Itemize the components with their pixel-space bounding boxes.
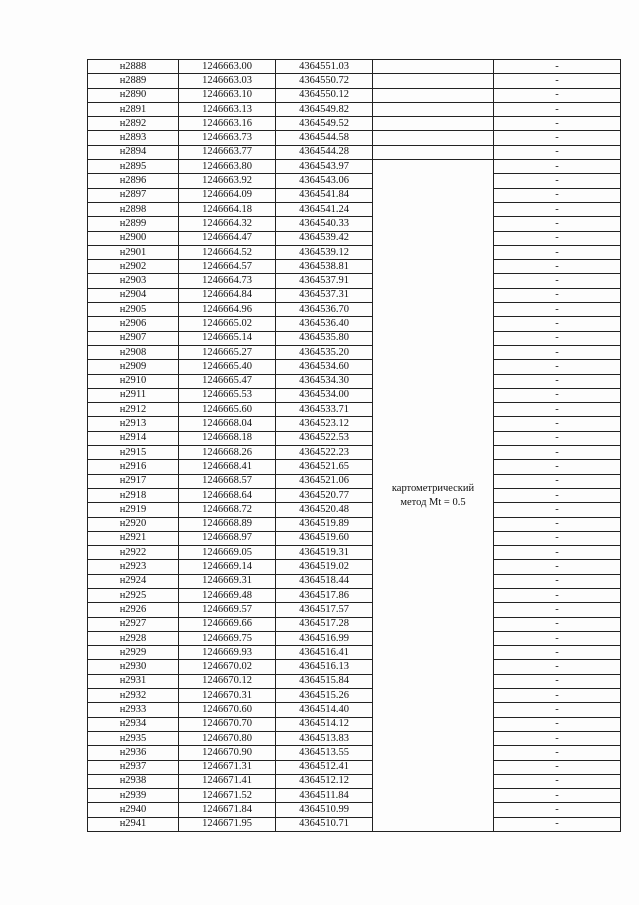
- x-coordinate-cell: 1246669.05: [179, 546, 276, 560]
- note-cell: -: [494, 689, 621, 703]
- table-row: [88, 431, 621, 445]
- x-coordinate-cell: 1246670.70: [179, 717, 276, 731]
- y-coordinate-cell: 4364549.82: [276, 102, 373, 116]
- x-coordinate-cell: 1246671.95: [179, 817, 276, 831]
- table-row: [88, 474, 621, 488]
- note-cell: -: [494, 74, 621, 88]
- note-cell: -: [494, 288, 621, 302]
- point-id-cell: н2909: [88, 360, 179, 374]
- y-coordinate-cell: 4364519.02: [276, 560, 373, 574]
- coordinates-table-body: [88, 60, 621, 832]
- table-row: [88, 503, 621, 517]
- method-cell-empty: [373, 117, 494, 131]
- note-cell: -: [494, 217, 621, 231]
- y-coordinate-cell: 4364534.30: [276, 374, 373, 388]
- y-coordinate-cell: 4364543.97: [276, 160, 373, 174]
- point-id-cell: н2912: [88, 403, 179, 417]
- x-coordinate-cell: 1246663.16: [179, 117, 276, 131]
- table-row: [88, 703, 621, 717]
- point-id-cell: н2891: [88, 102, 179, 116]
- x-coordinate-cell: 1246664.09: [179, 188, 276, 202]
- point-id-cell: н2888: [88, 60, 179, 74]
- note-cell: -: [494, 88, 621, 102]
- x-coordinate-cell: 1246671.52: [179, 789, 276, 803]
- point-id-cell: н2896: [88, 174, 179, 188]
- table-row: [88, 88, 621, 102]
- note-cell: -: [494, 503, 621, 517]
- y-coordinate-cell: 4364515.26: [276, 689, 373, 703]
- point-id-cell: н2933: [88, 703, 179, 717]
- x-coordinate-cell: 1246668.18: [179, 431, 276, 445]
- point-id-cell: н2905: [88, 303, 179, 317]
- note-cell: -: [494, 231, 621, 245]
- point-id-cell: н2893: [88, 131, 179, 145]
- method-cell-empty: [373, 88, 494, 102]
- table-row: [88, 488, 621, 502]
- note-cell: -: [494, 560, 621, 574]
- x-coordinate-cell: 1246663.92: [179, 174, 276, 188]
- y-coordinate-cell: 4364550.12: [276, 88, 373, 102]
- y-coordinate-cell: 4364514.12: [276, 717, 373, 731]
- table-row: [88, 588, 621, 602]
- note-cell: -: [494, 731, 621, 745]
- note-cell: -: [494, 646, 621, 660]
- y-coordinate-cell: 4364521.06: [276, 474, 373, 488]
- x-coordinate-cell: 1246664.96: [179, 303, 276, 317]
- table-row: [88, 760, 621, 774]
- point-id-cell: н2900: [88, 231, 179, 245]
- x-coordinate-cell: 1246669.66: [179, 617, 276, 631]
- x-coordinate-cell: 1246668.41: [179, 460, 276, 474]
- table-row: [88, 689, 621, 703]
- table-row: [88, 174, 621, 188]
- y-coordinate-cell: 4364517.28: [276, 617, 373, 631]
- y-coordinate-cell: 4364516.13: [276, 660, 373, 674]
- y-coordinate-cell: 4364517.86: [276, 588, 373, 602]
- table-row: [88, 717, 621, 731]
- y-coordinate-cell: 4364540.33: [276, 217, 373, 231]
- y-coordinate-cell: 4364519.60: [276, 531, 373, 545]
- x-coordinate-cell: 1246669.48: [179, 588, 276, 602]
- point-id-cell: н2918: [88, 488, 179, 502]
- point-id-cell: н2938: [88, 774, 179, 788]
- note-cell: -: [494, 789, 621, 803]
- table-row: [88, 360, 621, 374]
- x-coordinate-cell: 1246664.32: [179, 217, 276, 231]
- x-coordinate-cell: 1246668.72: [179, 503, 276, 517]
- note-cell: -: [494, 488, 621, 502]
- note-cell: -: [494, 674, 621, 688]
- y-coordinate-cell: 4364513.83: [276, 731, 373, 745]
- x-coordinate-cell: 1246669.31: [179, 574, 276, 588]
- method-cell-empty: [373, 60, 494, 74]
- point-id-cell: н2903: [88, 274, 179, 288]
- note-cell: -: [494, 803, 621, 817]
- y-coordinate-cell: 4364535.80: [276, 331, 373, 345]
- x-coordinate-cell: 1246669.57: [179, 603, 276, 617]
- table-row: [88, 160, 621, 174]
- table-row: [88, 374, 621, 388]
- x-coordinate-cell: 1246665.27: [179, 345, 276, 359]
- note-cell: -: [494, 331, 621, 345]
- y-coordinate-cell: 4364551.03: [276, 60, 373, 74]
- table-row: [88, 131, 621, 145]
- x-coordinate-cell: 1246665.53: [179, 388, 276, 402]
- y-coordinate-cell: 4364510.99: [276, 803, 373, 817]
- table-row: [88, 817, 621, 831]
- point-id-cell: н2898: [88, 202, 179, 216]
- table-row: [88, 303, 621, 317]
- table-row: [88, 345, 621, 359]
- x-coordinate-cell: 1246668.26: [179, 446, 276, 460]
- table-row: [88, 674, 621, 688]
- point-id-cell: н2928: [88, 631, 179, 645]
- table-row: [88, 245, 621, 259]
- table-row: [88, 560, 621, 574]
- note-cell: -: [494, 131, 621, 145]
- method-cell-empty: [373, 74, 494, 88]
- y-coordinate-cell: 4364522.53: [276, 431, 373, 445]
- table-row: [88, 117, 621, 131]
- y-coordinate-cell: 4364510.71: [276, 817, 373, 831]
- note-cell: -: [494, 574, 621, 588]
- table-row: [88, 217, 621, 231]
- note-cell: -: [494, 388, 621, 402]
- point-id-cell: н2937: [88, 760, 179, 774]
- y-coordinate-cell: 4364521.65: [276, 460, 373, 474]
- x-coordinate-cell: 1246663.10: [179, 88, 276, 102]
- table-row: [88, 331, 621, 345]
- point-id-cell: н2939: [88, 789, 179, 803]
- note-cell: -: [494, 260, 621, 274]
- note-cell: -: [494, 717, 621, 731]
- point-id-cell: н2925: [88, 588, 179, 602]
- table-row: [88, 517, 621, 531]
- note-cell: -: [494, 403, 621, 417]
- x-coordinate-cell: 1246664.57: [179, 260, 276, 274]
- y-coordinate-cell: 4364543.06: [276, 174, 373, 188]
- x-coordinate-cell: 1246669.14: [179, 560, 276, 574]
- table-row: [88, 731, 621, 745]
- point-id-cell: н2916: [88, 460, 179, 474]
- note-cell: -: [494, 760, 621, 774]
- x-coordinate-cell: 1246664.18: [179, 202, 276, 216]
- table-row: [88, 774, 621, 788]
- point-id-cell: н2892: [88, 117, 179, 131]
- point-id-cell: н2920: [88, 517, 179, 531]
- table-row: [88, 789, 621, 803]
- table-row: [88, 288, 621, 302]
- point-id-cell: н2919: [88, 503, 179, 517]
- table-row: [88, 546, 621, 560]
- note-cell: -: [494, 774, 621, 788]
- table-row: [88, 660, 621, 674]
- x-coordinate-cell: 1246663.00: [179, 60, 276, 74]
- table-row: [88, 646, 621, 660]
- note-cell: -: [494, 174, 621, 188]
- table-row: [88, 603, 621, 617]
- y-coordinate-cell: 4364536.40: [276, 317, 373, 331]
- table-row: [88, 417, 621, 431]
- point-id-cell: н2931: [88, 674, 179, 688]
- table-row: [88, 145, 621, 159]
- note-cell: -: [494, 631, 621, 645]
- y-coordinate-cell: 4364517.57: [276, 603, 373, 617]
- y-coordinate-cell: 4364541.24: [276, 202, 373, 216]
- y-coordinate-cell: 4364535.20: [276, 345, 373, 359]
- y-coordinate-cell: 4364534.00: [276, 388, 373, 402]
- x-coordinate-cell: 1246670.60: [179, 703, 276, 717]
- y-coordinate-cell: 4364520.48: [276, 503, 373, 517]
- note-cell: -: [494, 474, 621, 488]
- x-coordinate-cell: 1246671.84: [179, 803, 276, 817]
- method-cell-empty: [373, 145, 494, 159]
- point-id-cell: н2921: [88, 531, 179, 545]
- point-id-cell: н2926: [88, 603, 179, 617]
- method-text-line1: картометрический: [391, 482, 475, 494]
- method-cell-empty: [373, 102, 494, 116]
- point-id-cell: н2906: [88, 317, 179, 331]
- note-cell: -: [494, 145, 621, 159]
- note-cell: -: [494, 531, 621, 545]
- y-coordinate-cell: 4364519.31: [276, 546, 373, 560]
- table-row: [88, 403, 621, 417]
- point-id-cell: н2927: [88, 617, 179, 631]
- note-cell: -: [494, 588, 621, 602]
- table-row: [88, 202, 621, 216]
- note-cell: -: [494, 160, 621, 174]
- x-coordinate-cell: 1246663.73: [179, 131, 276, 145]
- note-cell: -: [494, 417, 621, 431]
- x-coordinate-cell: 1246670.02: [179, 660, 276, 674]
- note-cell: -: [494, 374, 621, 388]
- note-cell: -: [494, 117, 621, 131]
- point-id-cell: н2908: [88, 345, 179, 359]
- y-coordinate-cell: 4364519.89: [276, 517, 373, 531]
- y-coordinate-cell: 4364550.72: [276, 74, 373, 88]
- table-row: [88, 60, 621, 74]
- x-coordinate-cell: 1246668.04: [179, 417, 276, 431]
- point-id-cell: н2911: [88, 388, 179, 402]
- y-coordinate-cell: 4364541.84: [276, 188, 373, 202]
- table-row: [88, 74, 621, 88]
- x-coordinate-cell: 1246668.64: [179, 488, 276, 502]
- x-coordinate-cell: 1246665.40: [179, 360, 276, 374]
- table-row: [88, 746, 621, 760]
- coordinates-table: [87, 59, 621, 832]
- x-coordinate-cell: 1246664.73: [179, 274, 276, 288]
- note-cell: -: [494, 546, 621, 560]
- y-coordinate-cell: 4364537.91: [276, 274, 373, 288]
- point-id-cell: н2932: [88, 689, 179, 703]
- y-coordinate-cell: 4364549.52: [276, 117, 373, 131]
- table-row: [88, 317, 621, 331]
- x-coordinate-cell: 1246665.14: [179, 331, 276, 345]
- x-coordinate-cell: 1246669.75: [179, 631, 276, 645]
- note-cell: -: [494, 274, 621, 288]
- note-cell: -: [494, 360, 621, 374]
- y-coordinate-cell: 4364523.12: [276, 417, 373, 431]
- method-text-line2: метод Mt = 0.5: [400, 496, 466, 508]
- y-coordinate-cell: 4364537.31: [276, 288, 373, 302]
- y-coordinate-cell: 4364513.55: [276, 746, 373, 760]
- note-cell: -: [494, 202, 621, 216]
- x-coordinate-cell: 1246664.52: [179, 245, 276, 259]
- y-coordinate-cell: 4364539.42: [276, 231, 373, 245]
- y-coordinate-cell: 4364533.71: [276, 403, 373, 417]
- note-cell: -: [494, 746, 621, 760]
- x-coordinate-cell: 1246663.80: [179, 160, 276, 174]
- table-row: [88, 803, 621, 817]
- y-coordinate-cell: 4364534.60: [276, 360, 373, 374]
- x-coordinate-cell: 1246670.12: [179, 674, 276, 688]
- x-coordinate-cell: 1246668.57: [179, 474, 276, 488]
- note-cell: -: [494, 660, 621, 674]
- point-id-cell: н2917: [88, 474, 179, 488]
- table-row: [88, 260, 621, 274]
- x-coordinate-cell: 1246665.47: [179, 374, 276, 388]
- y-coordinate-cell: 4364544.28: [276, 145, 373, 159]
- point-id-cell: н2895: [88, 160, 179, 174]
- x-coordinate-cell: 1246671.31: [179, 760, 276, 774]
- point-id-cell: н2904: [88, 288, 179, 302]
- note-cell: -: [494, 817, 621, 831]
- table-row: [88, 460, 621, 474]
- x-coordinate-cell: 1246663.03: [179, 74, 276, 88]
- table-row: [88, 231, 621, 245]
- point-id-cell: н2910: [88, 374, 179, 388]
- y-coordinate-cell: 4364512.41: [276, 760, 373, 774]
- table-row: [88, 617, 621, 631]
- point-id-cell: н2914: [88, 431, 179, 445]
- table-row: [88, 102, 621, 116]
- x-coordinate-cell: 1246668.97: [179, 531, 276, 545]
- point-id-cell: н2930: [88, 660, 179, 674]
- point-id-cell: н2923: [88, 560, 179, 574]
- point-id-cell: н2913: [88, 417, 179, 431]
- x-coordinate-cell: 1246670.31: [179, 689, 276, 703]
- note-cell: -: [494, 446, 621, 460]
- point-id-cell: н2897: [88, 188, 179, 202]
- x-coordinate-cell: 1246664.84: [179, 288, 276, 302]
- x-coordinate-cell: 1246668.89: [179, 517, 276, 531]
- note-cell: -: [494, 102, 621, 116]
- x-coordinate-cell: 1246671.41: [179, 774, 276, 788]
- y-coordinate-cell: 4364539.12: [276, 245, 373, 259]
- note-cell: -: [494, 617, 621, 631]
- y-coordinate-cell: 4364514.40: [276, 703, 373, 717]
- note-cell: -: [494, 703, 621, 717]
- x-coordinate-cell: 1246665.02: [179, 317, 276, 331]
- method-cell-merged: [373, 160, 494, 832]
- x-coordinate-cell: 1246664.47: [179, 231, 276, 245]
- point-id-cell: н2922: [88, 546, 179, 560]
- point-id-cell: н2889: [88, 74, 179, 88]
- point-id-cell: н2907: [88, 331, 179, 345]
- x-coordinate-cell: 1246670.90: [179, 746, 276, 760]
- point-id-cell: н2915: [88, 446, 179, 460]
- note-cell: -: [494, 60, 621, 74]
- point-id-cell: н2941: [88, 817, 179, 831]
- table-row: [88, 631, 621, 645]
- note-cell: -: [494, 431, 621, 445]
- y-coordinate-cell: 4364511.84: [276, 789, 373, 803]
- y-coordinate-cell: 4364518.44: [276, 574, 373, 588]
- note-cell: -: [494, 303, 621, 317]
- note-cell: -: [494, 460, 621, 474]
- method-cell-empty: [373, 131, 494, 145]
- note-cell: -: [494, 245, 621, 259]
- point-id-cell: н2934: [88, 717, 179, 731]
- point-id-cell: н2894: [88, 145, 179, 159]
- table-row: [88, 531, 621, 545]
- y-coordinate-cell: 4364522.23: [276, 446, 373, 460]
- point-id-cell: н2924: [88, 574, 179, 588]
- y-coordinate-cell: 4364516.41: [276, 646, 373, 660]
- point-id-cell: н2901: [88, 245, 179, 259]
- y-coordinate-cell: 4364544.58: [276, 131, 373, 145]
- x-coordinate-cell: 1246665.60: [179, 403, 276, 417]
- y-coordinate-cell: 4364516.99: [276, 631, 373, 645]
- table-row: [88, 446, 621, 460]
- note-cell: -: [494, 345, 621, 359]
- x-coordinate-cell: 1246670.80: [179, 731, 276, 745]
- table-row: [88, 388, 621, 402]
- note-cell: -: [494, 317, 621, 331]
- note-cell: -: [494, 188, 621, 202]
- y-coordinate-cell: 4364538.81: [276, 260, 373, 274]
- point-id-cell: н2940: [88, 803, 179, 817]
- table-row: [88, 188, 621, 202]
- x-coordinate-cell: 1246663.13: [179, 102, 276, 116]
- note-cell: -: [494, 603, 621, 617]
- table-row: [88, 274, 621, 288]
- point-id-cell: н2929: [88, 646, 179, 660]
- y-coordinate-cell: 4364512.12: [276, 774, 373, 788]
- point-id-cell: н2936: [88, 746, 179, 760]
- x-coordinate-cell: 1246669.93: [179, 646, 276, 660]
- x-coordinate-cell: 1246663.77: [179, 145, 276, 159]
- point-id-cell: н2935: [88, 731, 179, 745]
- y-coordinate-cell: 4364515.84: [276, 674, 373, 688]
- table-row: [88, 574, 621, 588]
- point-id-cell: н2899: [88, 217, 179, 231]
- point-id-cell: н2902: [88, 260, 179, 274]
- point-id-cell: н2890: [88, 88, 179, 102]
- y-coordinate-cell: 4364536.70: [276, 303, 373, 317]
- note-cell: -: [494, 517, 621, 531]
- y-coordinate-cell: 4364520.77: [276, 488, 373, 502]
